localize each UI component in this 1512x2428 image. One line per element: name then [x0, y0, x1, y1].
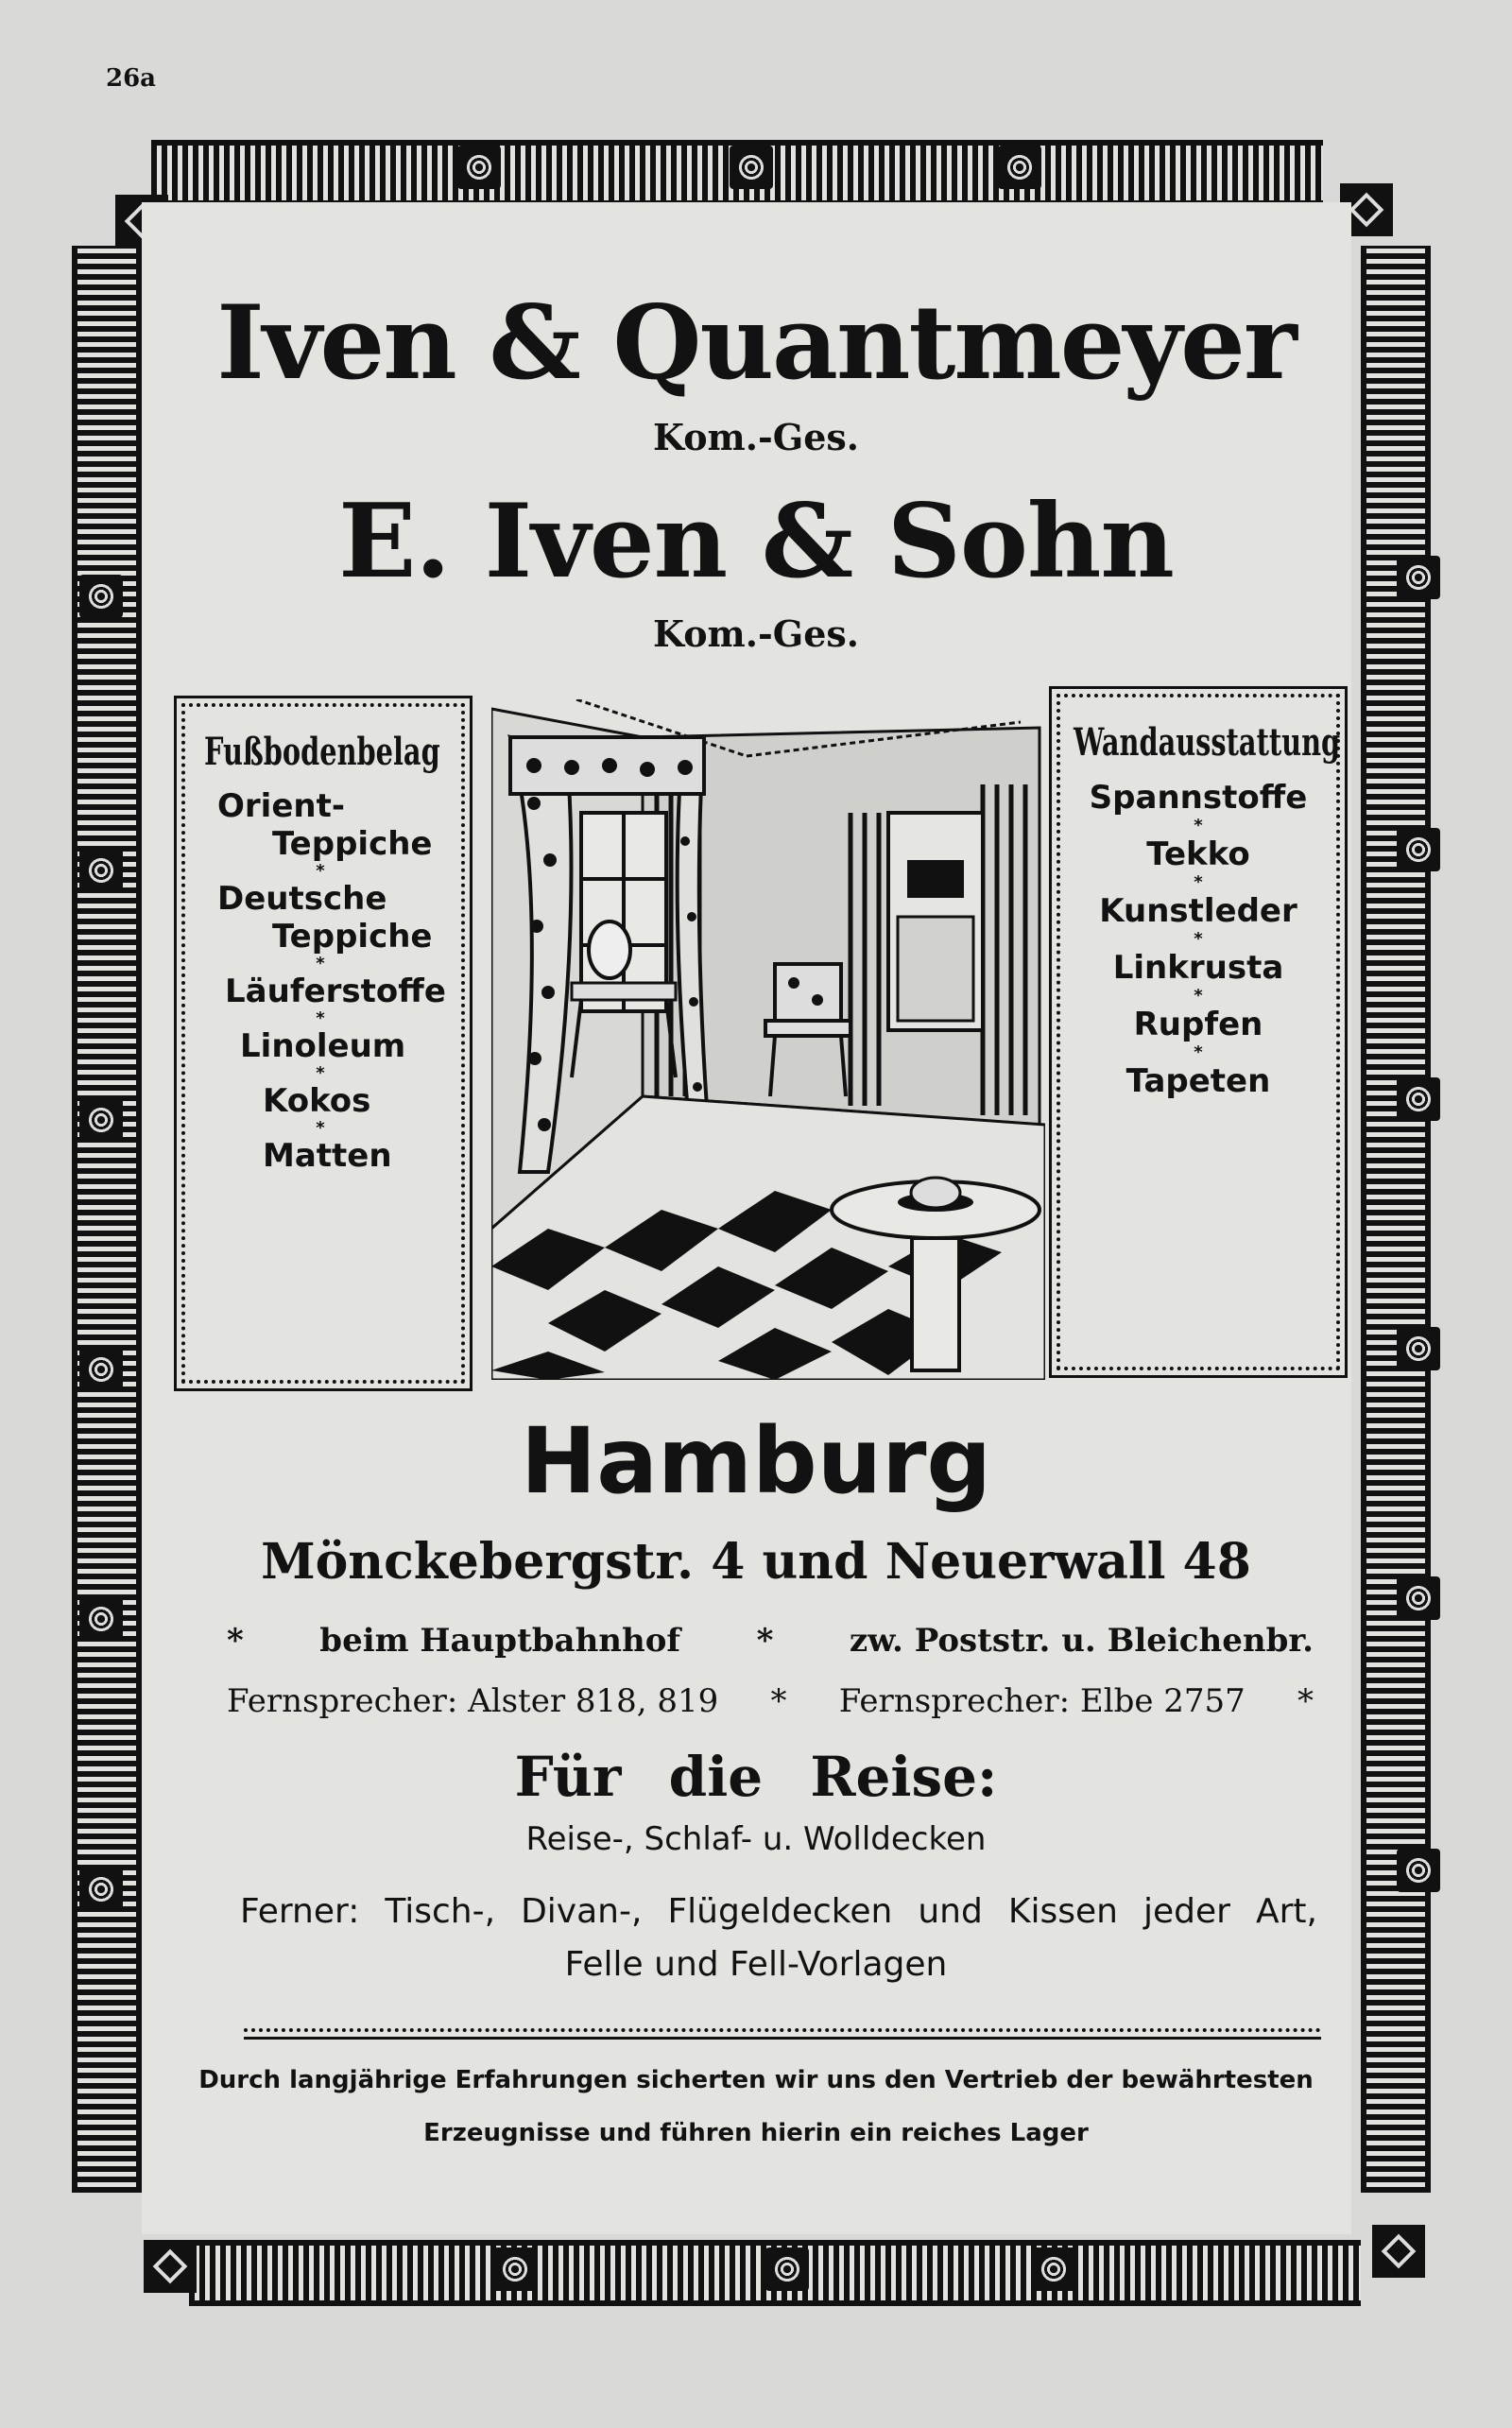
- wall-covering-heading: Wandausstattung: [1074, 720, 1341, 765]
- dotted-divider: [244, 2028, 1321, 2040]
- wall-covering-list: [1060, 778, 1336, 1101]
- rosette-ornament-icon: [998, 146, 1041, 189]
- list-item: Linkrusta *: [1060, 948, 1336, 1005]
- list-item: Tapeten: [1125, 1062, 1271, 1100]
- flooring-list: [185, 787, 461, 1175]
- separator-star-icon: *: [1194, 816, 1203, 835]
- rosette-ornament-icon: [765, 2247, 809, 2291]
- separator-star-icon: *: [1194, 929, 1203, 949]
- separator-star-icon: *: [316, 954, 325, 973]
- footer-text: Durch langjährige Erfahrungen sicherten wir uns den Vertrieb der bewährtesten: [198, 2066, 1314, 2094]
- page-number: 26a: [106, 64, 157, 93]
- rosette-ornament-icon: [1397, 1077, 1440, 1121]
- location-neuerwall: zw. Poststr. u. Bleichenbr.: [849, 1622, 1314, 1660]
- rosette-ornament-icon: [1032, 2247, 1075, 2291]
- city-name: Hamburg: [520, 1408, 992, 1514]
- separator-star-icon: *: [1194, 1042, 1203, 1062]
- list-item: Spannstoffe *: [1060, 778, 1336, 835]
- travel-products: Reise-, Schlaf- u. Wolldecken: [525, 1820, 987, 1858]
- rosette-ornament-icon: [1397, 1327, 1440, 1370]
- list-item: Tekko *: [1060, 835, 1336, 891]
- separator-star-icon: *: [1194, 986, 1203, 1006]
- corner-ornament-icon: [144, 2240, 197, 2293]
- separator-star-icon: *: [316, 1008, 325, 1028]
- footer-text: Erzeugnisse und führen hierin ein reiches Lager: [423, 2119, 1089, 2147]
- list-item: Deutsche Teppiche *: [217, 880, 461, 973]
- street-address: Mönckebergstr. 4 und Neuerwall 48: [261, 1533, 1251, 1591]
- rosette-ornament-icon: [493, 2247, 537, 2291]
- firm-legal-form: Kom.-Ges.: [653, 416, 859, 458]
- list-item: Rupfen *: [1060, 1005, 1336, 1061]
- firm-name-primary: Iven & Quantmeyer: [216, 284, 1296, 403]
- location-main-station: beim Hauptbahnhof: [319, 1622, 681, 1660]
- rosette-ornament-icon: [79, 1868, 123, 1911]
- flooring-products-box: [181, 703, 465, 1384]
- additional-products-line: Ferner: Tisch-, Divan-, Flügeldecken und Kissen jeder Art,: [240, 1892, 1317, 1931]
- phone-numbers-row: [227, 1682, 1314, 1720]
- list-item: Matten: [263, 1137, 392, 1175]
- store-locations-row: [227, 1622, 1314, 1660]
- list-item: Läuferstoffe *: [217, 973, 461, 1027]
- wall-covering-products-box: [1057, 694, 1340, 1370]
- separator-star-icon: *: [316, 1063, 325, 1083]
- separator-star-icon: *: [227, 1622, 244, 1660]
- rosette-ornament-icon: [79, 849, 123, 892]
- corner-ornament-icon: [1372, 2225, 1425, 2278]
- rosette-ornament-icon: [457, 146, 501, 189]
- rosette-ornament-icon: [79, 1597, 123, 1641]
- rosette-ornament-icon: [79, 1348, 123, 1391]
- room-interior-illustration: [491, 699, 1045, 1380]
- firm-name-secondary: E. Iven & Sohn: [338, 482, 1174, 601]
- separator-star-icon: *: [1194, 872, 1203, 892]
- flooring-heading: Fußbodenbelag: [204, 730, 440, 774]
- list-item: Linoleum *: [217, 1027, 461, 1082]
- list-item: Kunstleder *: [1060, 891, 1336, 948]
- separator-star-icon: *: [1297, 1682, 1314, 1720]
- separator-star-icon: *: [770, 1682, 787, 1720]
- rosette-ornament-icon: [1397, 828, 1440, 871]
- list-item: Kokos *: [217, 1082, 461, 1137]
- additional-products-line: Felle und Fell-Vorlagen: [564, 1945, 948, 1984]
- separator-star-icon: *: [316, 1118, 325, 1138]
- separator-star-icon: *: [316, 861, 325, 881]
- phone-number-alster: Fernsprecher: Alster 818, 819: [227, 1682, 719, 1720]
- separator-star-icon: *: [756, 1622, 774, 1660]
- rosette-ornament-icon: [730, 146, 773, 189]
- travel-heading: Für die Reise:: [514, 1745, 998, 1809]
- list-item: Orient- Teppiche *: [217, 787, 461, 880]
- rosette-ornament-icon: [79, 1098, 123, 1142]
- phone-number-elbe: Fernsprecher: Elbe 2757: [838, 1682, 1246, 1720]
- firm-legal-form: Kom.-Ges.: [653, 612, 859, 655]
